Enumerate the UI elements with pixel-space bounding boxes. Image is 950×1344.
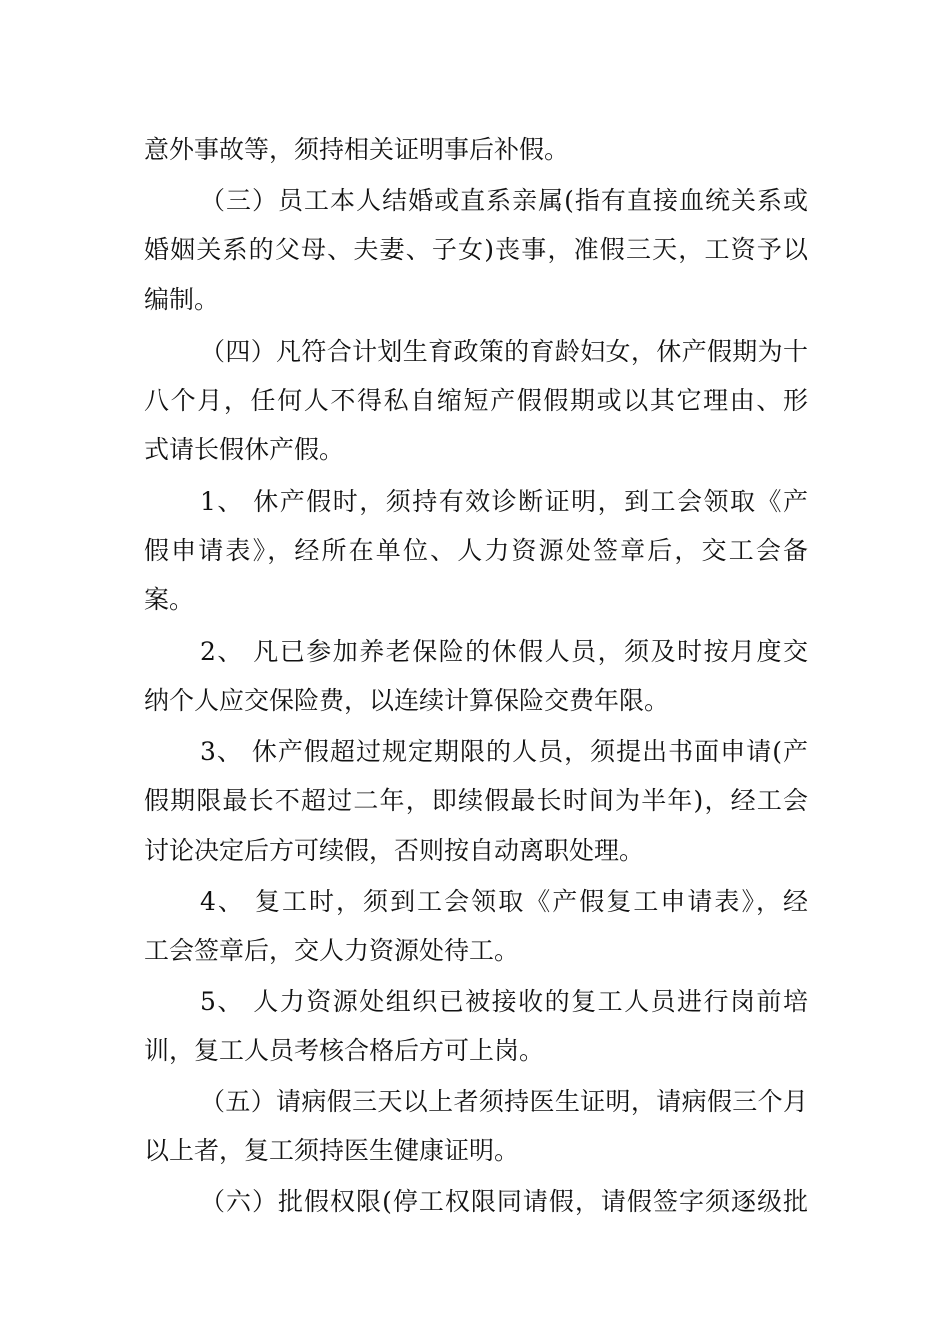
body-text-line: 假申请表》，经所在单位、人力资源处签章后，交工会备 xyxy=(144,536,808,565)
body-text-line: 讨论决定后方可续假，否则按自动离职处理。 xyxy=(144,836,645,865)
body-text-line: 婚姻关系的父母、夫妻、子女)丧事，准假三天，工资予以 xyxy=(144,235,808,264)
body-text-line: 纳个人应交保险费，以连续计算保险交费年限。 xyxy=(144,686,670,715)
body-text-line: 案。 xyxy=(144,585,195,614)
body-text-line: 训，复工人员考核合格后方可上岗。 xyxy=(144,1036,545,1065)
clause-5-line: （五）请病假三天以上者须持医生证明，请病假三个月 xyxy=(200,1087,808,1116)
item-5-line: 5、 人力资源处组织已被接收的复工人员进行岗前培 xyxy=(200,987,808,1016)
body-text-line: 工会签章后，交人力资源处待工。 xyxy=(144,936,520,965)
body-text-line: 以上者，复工须持医生健康证明。 xyxy=(144,1136,520,1165)
item-3-line: 3、 休产假超过规定期限的人员，须提出书面申请(产 xyxy=(200,737,808,766)
body-text-line: 式请长假休产假。 xyxy=(144,435,345,464)
clause-6-line: （六）批假权限(停工权限同请假，请假签字须逐级批 xyxy=(200,1187,808,1216)
body-text-line: 八个月，任何人不得私自缩短产假假期或以其它理由、形 xyxy=(144,386,808,415)
item-2-line: 2、 凡已参加养老保险的休假人员，须及时按月度交 xyxy=(200,637,808,666)
body-text-line: 编制。 xyxy=(144,285,220,314)
body-text-line: 意外事故等，须持相关证明事后补假。 xyxy=(144,135,570,164)
clause-3-line: （三）员工本人结婚或直系亲属(指有直接血统关系或 xyxy=(200,186,808,215)
clause-4-line: （四）凡符合计划生育政策的育龄妇女，休产假期为十 xyxy=(200,337,808,366)
body-text-line: 假期限最长不超过二年，即续假最长时间为半年)，经工会 xyxy=(144,786,808,815)
item-1-line: 1、 休产假时，须持有效诊断证明，到工会领取《产 xyxy=(200,487,808,516)
item-4-line: 4、 复工时，须到工会领取《产假复工申请表》，经 xyxy=(200,887,808,916)
